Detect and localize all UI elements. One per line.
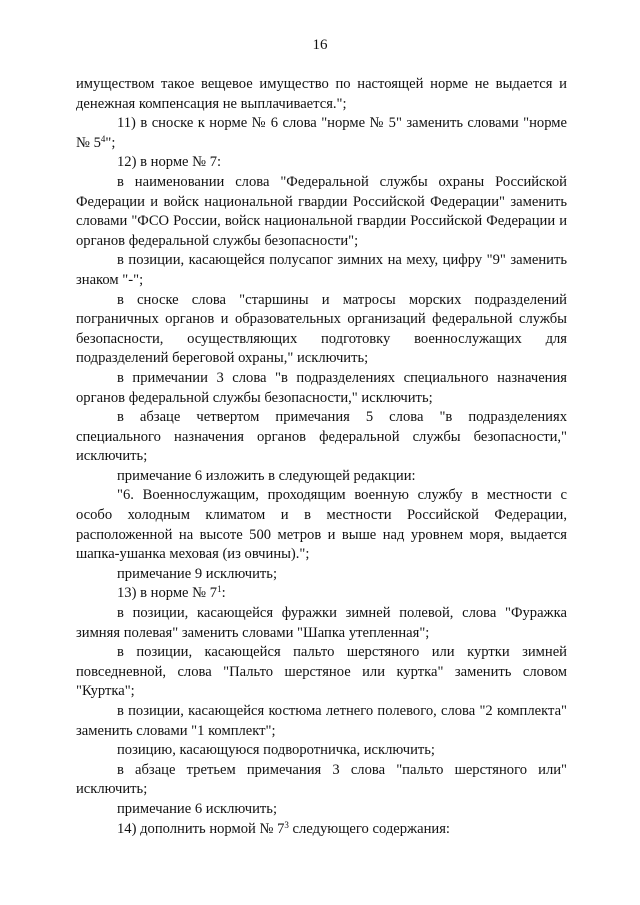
paragraph-collar-position: позицию, касающуюся подворотничка, исключить; xyxy=(117,742,435,759)
paragraph-item-12: 12) в норме № 7: xyxy=(117,154,222,171)
paragraph-coat-position: в позиции, касающейся пальто шерстяного или куртки зимней повседневной, слова "Пальто шерстяное или куртка" заменить словом "Куртка"; xyxy=(76,644,567,700)
paragraph-note-6-remove: примечание 6 исключить; xyxy=(117,800,278,817)
paragraph-boots-position: в позиции, касающейся полусапог зимних на меху, цифру "9" заменить знаком "-"; xyxy=(76,252,567,288)
paragraph-item-14: 14) дополнить нормой № $7^3$ следующего содержания: xyxy=(117,819,450,837)
document-body xyxy=(76,75,567,839)
paragraph-continuation: имуществом такое вещевое имущество по настоящей норме не выдается и денежная компенсация не выплачивается."; xyxy=(76,76,567,112)
paragraph-suit-position: в позиции, касающейся костюма летнего полевого, слова "2 комплекта" заменить словами "1 комплект"; xyxy=(76,703,567,739)
footnote-superscript: 3 xyxy=(284,819,289,830)
footnote-superscript: 4 xyxy=(100,133,106,144)
paragraph-note-6-intro: примечание 6 изложить в следующей редакции: xyxy=(117,467,416,484)
paragraph-footnote-change: в сноске слова "старшины и матросы морских подразделений пограничных органов и образовательных организаций федеральной службы безопасности, осуществляющих подготовку военнослужащих для подразделений береговой охраны," исключить; xyxy=(76,291,567,367)
paragraph-item-11: 11) в сноске к норме № 6 слова "норме № 5" заменить словами "норме № $5^4$"; xyxy=(76,115,567,151)
paragraph-cap-position: в позиции, касающейся фуражки зимней полевой, слова "Фуражка зимняя полевая" заменить словами "Шапка утепленная"; xyxy=(76,605,567,641)
footnote-superscript: 1 xyxy=(217,584,222,595)
paragraph-note-9: примечание 9 исключить; xyxy=(117,565,278,582)
paragraph-note-3: в примечании 3 слова "в подразделениях специального назначения органов федеральной службы безопасности," исключить; xyxy=(76,369,567,406)
page-number: 16 xyxy=(312,37,328,53)
paragraph-naming-change: в наименовании слова "Федеральной службы охраны Российской Федерации и войск национальной гвардии Российской Федерации" заменить словами "ФСО России, войск национальной гвардии Российской Федерации и органов федеральной службы безопасности"; xyxy=(76,173,567,249)
paragraph-note-6-text: "6. Военнослужащим, проходящим военную службу в местности с особо холодным климатом и в местности Российской Федерации, расположенной на высоте 500 метров и выше над уровнем моря, выдается шапка-ушанка меховая (из овчины)."; xyxy=(76,487,567,563)
paragraph-item-13: 13) в норме № $7^1$: xyxy=(117,584,226,602)
paragraph-note-5: в абзаце четвертом примечания 5 слова "в подразделениях специального назначения органов федеральной службы безопасности," исключить; xyxy=(76,409,567,465)
paragraph-note-3-item-13: в абзаце третьем примечания 3 слова "пальто шерстяного или" исключить; xyxy=(76,761,567,798)
